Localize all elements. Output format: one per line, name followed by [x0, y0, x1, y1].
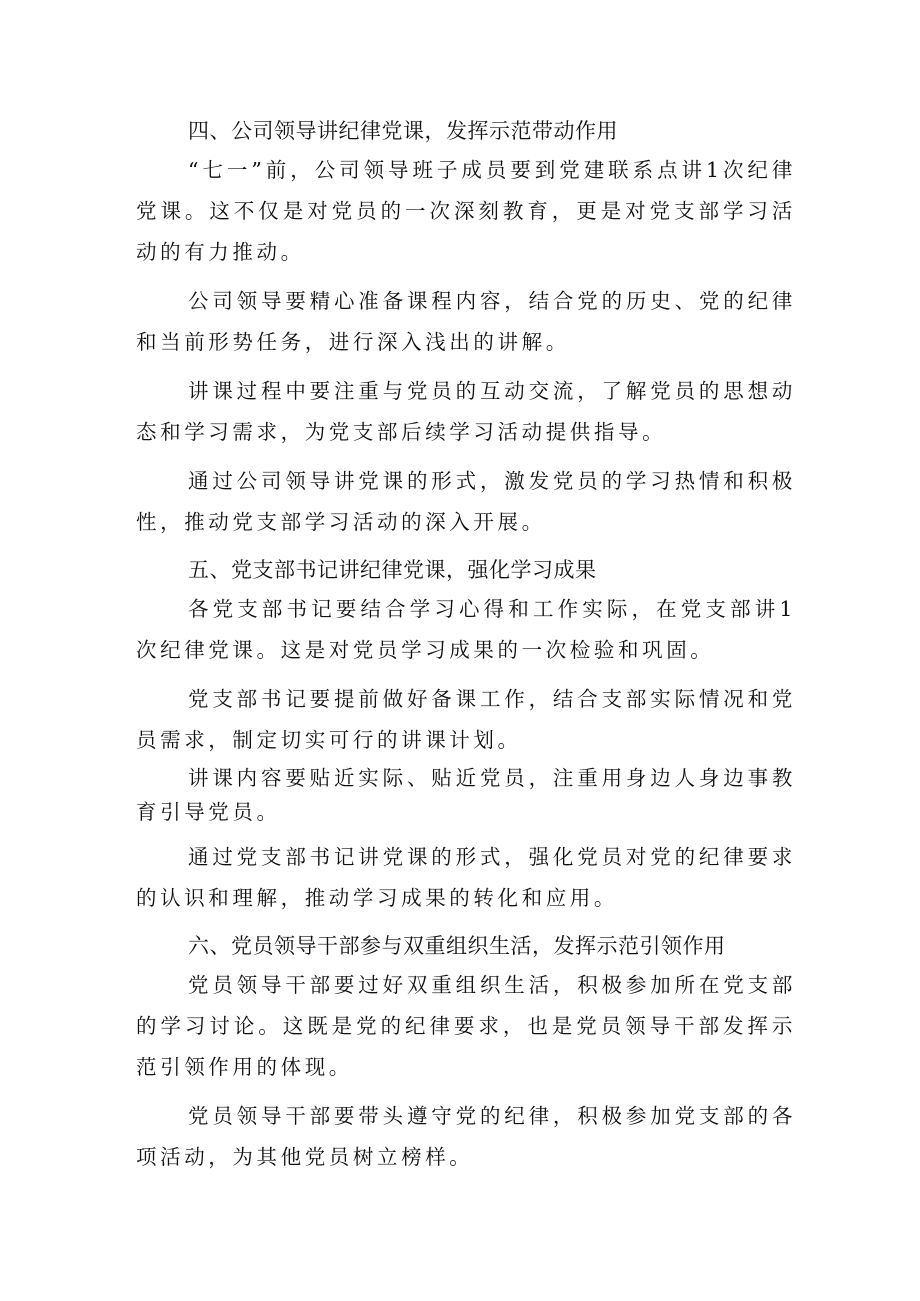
paragraph: 党员领导干部要过好双重组织生活，积极参加所在党支部的学习讨论。这既是党的纪律要求，也是党员领导干部发挥示范引领作用的体现。 — [136, 973, 796, 1079]
section-heading-4: 四、公司领导讲纪律党课，发挥示范带动作用 — [188, 119, 618, 143]
paragraph: 各党支部书记要结合学习心得和工作实际，在党支部讲1次纪律党课。这是对党员学习成果的一次检验和巩固。 — [136, 597, 796, 662]
paragraph: 公司领导要精心准备课程内容，结合党的历史、党的纪律和当前形势任务，进行深入浅出的讲解。 — [136, 289, 796, 354]
paragraph: “七一”前，公司领导班子成员要到党建联系点讲1次纪律党课。这不仅是对党员的一次深刻教育，更是对党支部学习活动的有力推动。 — [136, 158, 796, 264]
paragraph: 通过党支部书记讲党课的形式，强化党员对党的纪律要求的认识和理解，推动学习成果的转化和应用。 — [136, 845, 796, 910]
document-body — [136, 112, 796, 1178]
paragraph: 党支部书记要提前做好备课工作，结合支部实际情况和党员需求，制定切实可行的讲课计划。 — [136, 687, 796, 752]
paragraph: 讲课内容要贴近实际、贴近党员，注重用身边人身边事教育引导党员。 — [136, 766, 796, 824]
paragraph: 党员领导干部要带头遵守党的纪律，积极参加党支部的各项活动，为其他党员树立榜样。 — [136, 1104, 796, 1169]
section-heading-6: 六、党员领导干部参与双重组织生活，发挥示范引领作用 — [188, 934, 726, 958]
section-heading-5: 五、党支部书记讲纪律党课，强化学习成果 — [188, 558, 597, 582]
paragraph: 讲课过程中要注重与党员的互动交流，了解党员的思想动态和学习需求，为党支部后续学习活动提供指导。 — [136, 379, 796, 444]
paragraph: 通过公司领导讲党课的形式，激发党员的学习热情和积极性，推动党支部学习活动的深入开展。 — [136, 469, 796, 534]
